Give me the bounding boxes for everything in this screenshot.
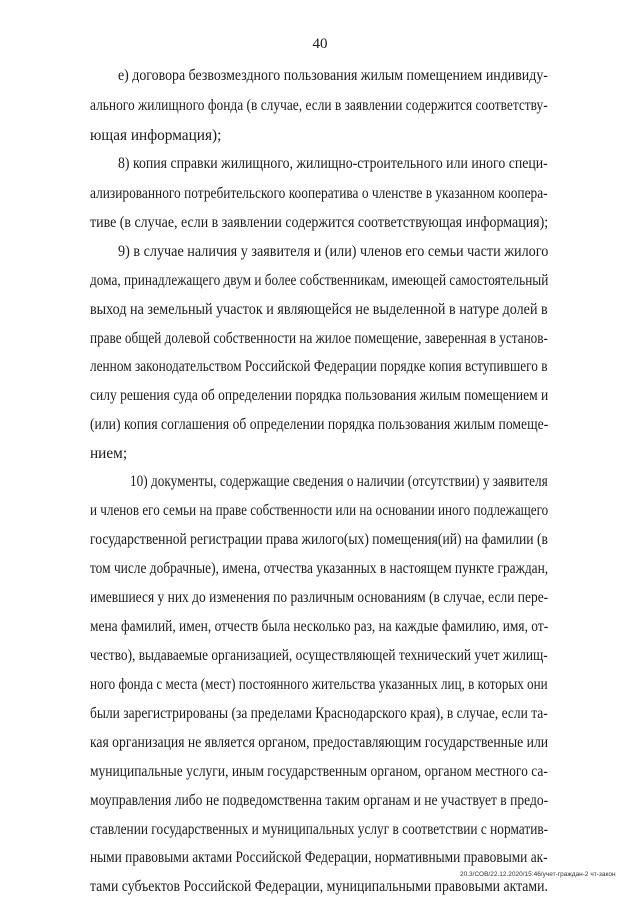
text-line: ленном законодательством Российской Федерации порядке копия вступившего в [90,358,548,375]
text-line: кая организация не является органом, предоставляющим государственные или [90,734,549,751]
text-line: мена фамилий, имен, отчеств была несколько раз, на каждые фамилию, имя, от- [90,618,549,635]
text-line: моуправления либо не подведомственна таким органам и не участвует в предо- [90,792,549,809]
page-number: 40 [312,36,328,52]
text-line: и членов его семьи на праве собственности или на основании иного подлежащего [90,502,549,519]
text-line: тиве (в случае, если в заявлении содержится соответствующая информация); [90,214,549,231]
text-line: том числе добрачные), имена, отчества указанных в настоящем пункте граждан, [90,560,549,577]
text-line: дома, принадлежащего двум и более собственникам, имеющей самостоятельный [90,272,549,289]
text-line: ализированного потребительского кооператива о членстве в указанном коопера- [90,185,548,202]
text-line: 8) копия справки жилищного, жилищно-строительного или иного специ- [118,155,548,172]
text-line: государственной регистрации права жилого(ых) помещения(ий) на фамилии (в [90,531,548,548]
text-line: 9) в случае наличия у заявителя и (или) членов его семьи части жилого [118,243,549,260]
text-line: праве общей долевой собственности на жилое помещение, заверенная в установ- [90,330,548,347]
text-line: были зарегистрированы (за пределами Краснодарского края), в случае, если та- [90,705,548,722]
text-line: ного фонда с места (мест) постоянного жительства указанных лиц, в которых они [90,676,548,693]
text-line: ными правовыми актами Российской Федерации, нормативными правовыми ак- [90,849,548,866]
text-line: нием; [90,445,128,462]
text-line: имевшиеся у них до изменения по различным основаниям (в случае, если пере- [90,589,549,606]
footer-stamp: 20.3/СОВ/22.12.2020/15:46/учет-граждан-2 чт-закон [460,871,616,878]
text-line: 10) документы, содержащие сведения о наличии (отсутствии) у заявителя [130,473,548,490]
text-line: силу решения суда об определении порядка пользования жилым помещением и [90,387,549,404]
text-line: муниципальные услуги, иным государственным органом, органом местного са- [90,763,548,780]
text-line: ального жилищного фонда (в случае, если в заявлении содержится соответству- [90,97,548,114]
text-line: е) договора безвозмездного пользования жилым помещением индивиду- [118,67,548,84]
text-line: чество), выдаваемые организацией, осуществляющей технический учет жилищ- [90,647,548,664]
text-line: (или) копия соглашения об определении порядка пользования жилым помеще- [90,416,549,433]
text-line: ставлении государственных и муниципальных услуг в соответствии с норматив- [90,821,549,838]
text-line: ющая информация); [90,127,222,144]
text-line: тами субъектов Российской Федерации, муниципальными правовыми актами. [90,878,548,895]
text-line: выход на земельный участок и являющейся не выделенной в натуре долей в [90,301,548,318]
